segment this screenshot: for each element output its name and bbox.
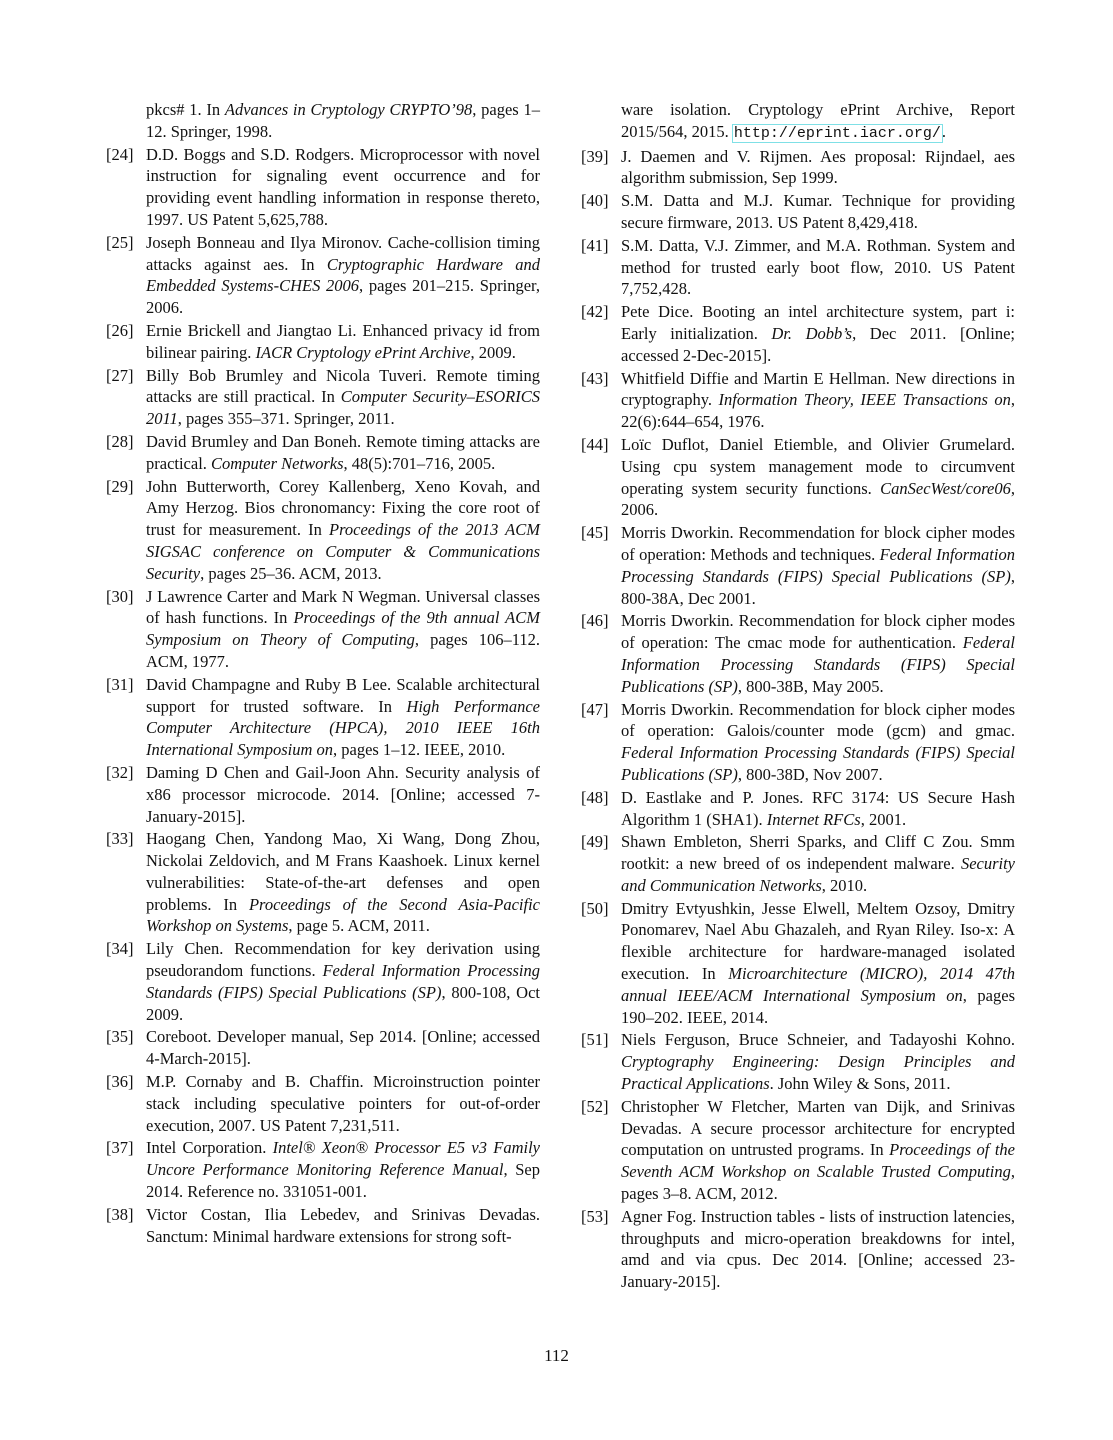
reference-venue: Computer Security–ESORICS 2011	[146, 387, 540, 429]
reference-item	[581, 831, 1015, 896]
reference-item	[106, 674, 540, 761]
reference-venue: Dr. Dobb’s	[771, 323, 853, 343]
reference-number: [30]	[106, 586, 134, 606]
reference-text: Coreboot. Developer manual, Sep 2014. [Online; accessed 4-March-2015].	[146, 1027, 540, 1069]
reference-item	[106, 476, 540, 585]
reference-text: D. Eastlake and P. Jones. RFC 3174: US Secure Hash Algorithm 1 (SHA1).	[621, 787, 1015, 829]
reference-number: [49]	[581, 832, 609, 852]
reference-item	[106, 144, 540, 231]
reference-item	[581, 1206, 1015, 1293]
right-reference-list	[581, 146, 1015, 1293]
reference-text: John Butterworth, Corey Kallenberg, Xeno Kovah, and Amy Herzog. Bios chronomancy: Fixing the core root of trust for measurement. In	[146, 476, 540, 540]
reference-number: [50]	[581, 898, 609, 918]
reference-venue: CanSecWest/core06	[880, 478, 1011, 498]
reference-number: [44]	[581, 434, 609, 454]
reference-number: [27]	[106, 365, 134, 385]
reference-text: Dmitry Evtyushkin, Jesse Elwell, Meltem Ozsoy, Dmitry Ponomarev, Nael Abu Ghazaleh, and Ryan Riley. Iso-x: A flexible architecture for hardware-managed isolated execution. In	[621, 898, 1015, 984]
reference-continuation: ware isolation. Cryptology ePrint Archive, Report 2015/564, 2015. http://eprint.iacr.org/.	[621, 100, 1015, 142]
reference-text: , pages 106–112. ACM, 1977.	[146, 630, 540, 671]
reference-item	[581, 368, 1015, 433]
reference-number: [26]	[106, 320, 134, 340]
right-column	[581, 99, 1015, 1294]
reference-text: , pages 355–371. Springer, 2011.	[177, 409, 395, 429]
reference-text: , 2009.	[470, 342, 516, 362]
reference-text: Intel Corporation.	[146, 1138, 273, 1158]
reference-text: , page 5. ACM, 2011.	[288, 916, 430, 936]
reference-text: , 2006.	[621, 478, 1015, 520]
reference-venue: Federal Information Processing Standards (FIPS) Special Publications (SP)	[621, 743, 1015, 784]
reference-number: [48]	[581, 787, 609, 807]
reference-venue: Proceedings of the Second Asia-Pacific Workshop on Systems	[146, 894, 541, 936]
reference-venue: Federal Information Processing Standards (FIPS) Special Publications (SP)	[146, 961, 540, 1002]
reference-number: [25]	[106, 232, 134, 252]
reference-text: , 800-38A, Dec 2001.	[621, 566, 1015, 608]
left-column	[106, 99, 540, 1248]
reference-venue: Information Theory, IEEE Transactions on	[718, 390, 1011, 410]
reference-number: [52]	[581, 1096, 609, 1116]
reference-text: . John Wiley & Sons, 2011.	[769, 1074, 951, 1094]
reference-number: [42]	[581, 302, 609, 322]
reference-number: [32]	[106, 762, 134, 782]
reference-text: Agner Fog. Instruction tables - lists of instruction latencies, throughputs and micro-operation breakdowns for intel, amd and via cpus. Dec 2014. [Online; accessed 23-January-2015].	[621, 1206, 1015, 1292]
reference-text: Daming D Chen and Gail-Joon Ahn. Security analysis of x86 processor microcode. 2014. [Online; accessed 7-January-2015].	[146, 762, 540, 826]
reference-text: Ernie Brickell and Jiangtao Li. Enhanced privacy id from bilinear pairing.	[146, 320, 540, 362]
reference-item	[106, 828, 540, 937]
reference-venue: Federal Information Processing Standards (FIPS) Special Publications (SP)	[621, 544, 1015, 586]
reference-venue: Proceedings of the Seventh ACM Workshop on Scalable Trusted Computing	[621, 1140, 1015, 1182]
reference-number: [31]	[106, 674, 134, 694]
reference-item	[581, 301, 1015, 366]
reference-number: [36]	[106, 1072, 134, 1092]
reference-text: , pages 3–8. ACM, 2012.	[621, 1162, 1015, 1204]
reference-text: M.P. Cornaby and B. Chaffin. Microinstruction pointer stack including speculative pointers for out-of-order execution, 2007. US Patent 7,231,511.	[146, 1072, 540, 1135]
page-number: 112	[544, 1346, 569, 1365]
reference-text: Pete Dice. Booting an intel architecture system, part i: Early initialization.	[621, 302, 1015, 343]
reference-text: Loïc Duflot, Daniel Etiemble, and Olivier Grumelard. Using cpu system management mode to circumvent operating system security functions.	[621, 434, 1015, 498]
reference-text: , 2001.	[860, 809, 907, 829]
reference-text: , 22(6):644–654, 1976.	[621, 390, 1016, 432]
reference-venue: Proceedings of the 9th annual ACM Symposium on Theory of Computing	[146, 608, 540, 650]
reference-item	[581, 1029, 1015, 1094]
reference-venue: Federal Information Processing Standards (FIPS) Special Publications (SP)	[621, 633, 1015, 696]
reference-text: , 800-38B, May 2005.	[737, 676, 884, 696]
reference-number: [34]	[106, 939, 134, 959]
reference-text: Morris Dworkin. Recommendation for block cipher modes of operation: The cmac mode for authentication.	[621, 611, 1015, 653]
reference-item	[106, 232, 540, 319]
reference-item	[106, 365, 540, 430]
reference-text: Niels Ferguson, Bruce Schneier, and Tadayoshi Kohno.	[621, 1030, 1015, 1050]
eprint-link[interactable]: http://eprint.iacr.org/	[733, 124, 941, 142]
reference-venue: IACR Cryptology ePrint Archive	[255, 342, 471, 362]
left-reference-list	[106, 144, 540, 1248]
reference-number: [53]	[581, 1206, 609, 1226]
reference-item	[581, 522, 1015, 609]
reference-item	[106, 938, 540, 1025]
reference-text: Christopher W Fletcher, Marten van Dijk, and Srinivas Devadas. A secure processor architecture for encrypted computation on untrusted programs. In	[621, 1096, 1015, 1160]
reference-item	[581, 699, 1015, 786]
reference-number: [40]	[581, 191, 609, 211]
reference-item	[581, 1096, 1015, 1205]
reference-item	[106, 1137, 540, 1202]
reference-number: [41]	[581, 235, 609, 255]
reference-text: Billy Bob Brumley and Nicola Tuveri. Remote timing attacks are still practical. In	[146, 365, 540, 407]
reference-text: , pages 1–12. IEEE, 2010.	[333, 740, 506, 760]
reference-number: [37]	[106, 1138, 134, 1158]
reference-text: S.M. Datta and M.J. Kumar. Technique for providing secure firmware, 2013. US Patent 8,429,418.	[621, 191, 1015, 232]
reference-item	[581, 190, 1015, 234]
reference-venue: Cryptographic Hardware and Embedded Systems-CHES 2006	[146, 254, 540, 296]
reference-item	[581, 434, 1015, 521]
reference-text: Morris Dworkin. Recommendation for block cipher modes of operation: Methods and techniques.	[621, 523, 1015, 564]
reference-text: , Sep 2014. Reference no. 331051-001.	[146, 1160, 540, 1202]
reference-venue: Proceedings of the 2013 ACM SIGSAC conference on Computer & Communications Security	[146, 520, 541, 583]
reference-item	[106, 1071, 540, 1136]
reference-number: [47]	[581, 699, 609, 719]
reference-item	[581, 787, 1015, 831]
reference-text: , 2010.	[821, 875, 868, 895]
reference-number: [24]	[106, 144, 134, 164]
reference-number: [29]	[106, 476, 134, 496]
reference-text: Joseph Bonneau and Ilya Mironov. Cache-collision timing attacks against aes. In	[146, 232, 540, 274]
reference-venue: Computer Networks	[211, 453, 344, 473]
reference-continuation: pkcs# 1. In Advances in Cryptology CRYPTO’98, pages 1–12. Springer, 1998.	[146, 100, 540, 141]
reference-number: [35]	[106, 1027, 134, 1047]
reference-text: , pages 25–36. ACM, 2013.	[200, 563, 382, 583]
reference-number: [28]	[106, 431, 134, 451]
reference-number: [43]	[581, 368, 609, 388]
reference-number: [38]	[106, 1204, 134, 1224]
reference-text: , Dec 2011. [Online; accessed 2-Dec-2015].	[621, 323, 1015, 365]
reference-venue: Cryptography Engineering: Design Principles and Practical Applications	[621, 1052, 1015, 1094]
reference-venue: Internet RFCs	[766, 809, 861, 829]
reference-text: , 800-38D, Nov 2007.	[737, 764, 883, 784]
reference-text: Haogang Chen, Yandong Mao, Xi Wang, Dong Zhou, Nickolai Zeldovich, and M Frans Kaashoek. Linux kernel vulnerabilities: State-of-the-art defenses and open problems. In	[146, 829, 540, 914]
reference-text: , pages 201–215. Springer, 2006.	[146, 276, 540, 318]
reference-venue: High Performance Computer Architecture (HPCA), 2010 IEEE 16th International Symposium on	[146, 696, 540, 760]
reference-item	[581, 898, 1015, 1029]
reference-text: J Lawrence Carter and Mark N Wegman. Universal classes of hash functions. In	[146, 586, 540, 628]
reference-venue: Intel® Xeon® Processor E5 v3 Family Uncore Performance Monitoring Reference Manual	[146, 1138, 540, 1180]
reference-number: [39]	[581, 146, 609, 166]
reference-item	[106, 320, 540, 364]
reference-item	[106, 586, 540, 673]
reference-text: S.M. Datta, V.J. Zimmer, and M.A. Rothman. System and method for trusted early boot flow, 2010. US Patent 7,752,428.	[621, 235, 1015, 299]
reference-venue: Security and Communication Networks	[621, 854, 1015, 895]
reference-text: , pages 190–202. IEEE, 2014.	[621, 985, 1015, 1027]
reference-text: David Champagne and Ruby B Lee. Scalable architectural support for trusted software. In	[146, 674, 540, 716]
reference-item	[581, 146, 1015, 190]
reference-text: David Brumley and Dan Boneh. Remote timing attacks are practical.	[146, 431, 540, 473]
reference-number: [51]	[581, 1030, 609, 1050]
reference-item	[106, 431, 540, 475]
reference-text: Shawn Embleton, Sherri Sparks, and Cliff C Zou. Smm rootkit: a new breed of os independent malware.	[621, 832, 1015, 874]
reference-number: [46]	[581, 611, 609, 631]
reference-number: [33]	[106, 829, 134, 849]
reference-text: Whitfield Diffie and Martin E Hellman. New directions in cryptography.	[621, 368, 1015, 410]
reference-item	[581, 235, 1015, 300]
reference-text: , 800-108, Oct 2009.	[146, 982, 540, 1024]
reference-text: D.D. Boggs and S.D. Rodgers. Microprocessor with novel instruction for signaling event occurrence and for providing event handling information in response thereto, 1997. US Patent 5,625,788.	[146, 144, 540, 229]
reference-item	[581, 610, 1015, 697]
reference-venue: Microarchitecture (MICRO), 2014 47th annual IEEE/ACM International Symposium on	[621, 964, 1015, 1005]
reference-text: , 48(5):701–716, 2005.	[343, 453, 496, 473]
reference-text: Morris Dworkin. Recommendation for block cipher modes of operation: Galois/counter mode (gcm) and gmac.	[621, 699, 1015, 741]
reference-number: [45]	[581, 523, 609, 543]
reference-item	[106, 1026, 540, 1070]
reference-text: Victor Costan, Ilia Lebedev, and Srinivas Devadas. Sanctum: Minimal hardware extensions for strong soft-	[146, 1204, 540, 1246]
reference-item	[106, 1204, 540, 1248]
reference-text: J. Daemen and V. Rijmen. Aes proposal: Rijndael, aes algorithm submission, Sep 1999.	[621, 146, 1015, 188]
reference-item	[106, 762, 540, 827]
reference-text: Lily Chen. Recommendation for key derivation using pseudorandom functions.	[146, 939, 540, 981]
